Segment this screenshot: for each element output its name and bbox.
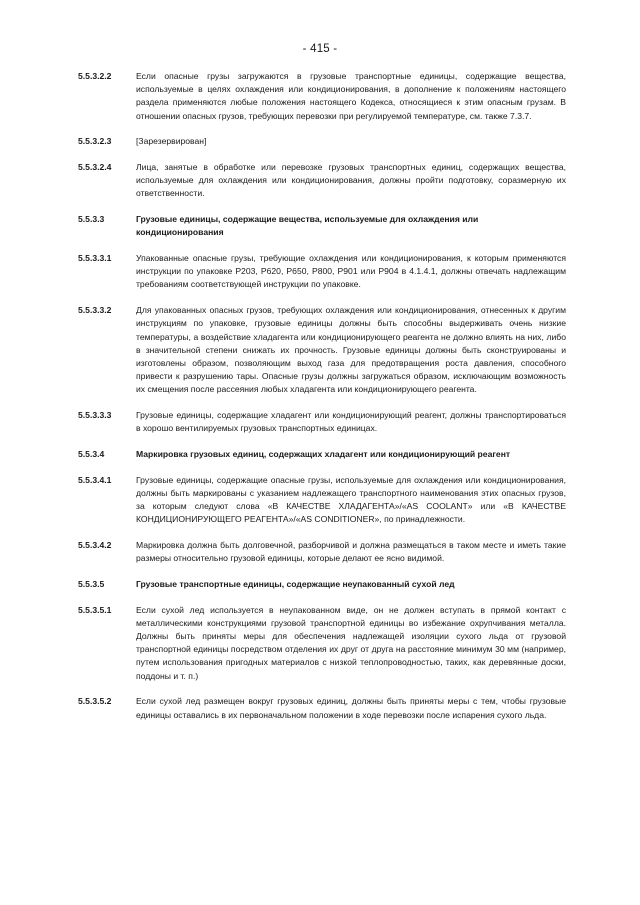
section-5-5-3-3-heading [78, 213, 566, 239]
section-number: 5.5.3.5.2 [78, 696, 112, 707]
section-number: 5.5.3.4 [78, 448, 105, 459]
section-5-5-3-3-3 [78, 409, 566, 435]
section-number: 5.5.3.2.4 [78, 162, 112, 173]
section-text: Если опасные грузы загружаются в грузовые транспортные единицы, содержащие вещества, используемые в целях охлаждения или кондиционирования, в дополнение к положениям настоящего раздела применяются любые положения настоящего Кодекса, относящиеся к этим опасным грузам. В отношении опасных грузов, требующих перевозки при регулируемой температуре, см. также 7.3.7. [136, 71, 566, 121]
section-5-5-3-4-2 [78, 539, 566, 565]
section-text: Если сухой лед используется в неупакованном виде, он не должен вступать в прямой контакт с металлическими конструкциями грузовой транспортной единицы во избежание охрупчивания металла. Должны быть приняты меры для обеспечения надлежащей изоляции сухого льда от грузовой транспортной единицы посредством отделения их друг от друга на расстояние минимум 30 мм (например, путем использования пригодных материалов с низкой теплопроводностью, таких, как деревянные доски, поддоны и т. п.) [136, 604, 566, 681]
section-text: Если сухой лед размещен вокруг грузовых единиц, должны быть приняты меры с тем, чтобы грузовые единицы оставались в их первоначальном положении в ходе перевозки после испарения сухого льда. [136, 696, 566, 720]
section-text: Грузовые единицы, содержащие опасные грузы, используемые для охлаждения или кондиционирования, должны быть маркированы с указанием надлежащего транспортного наименования этих опасных грузов, за которым следуют слова «В КАЧЕСТВЕ ХЛАДАГЕНТА»/«AS COOLANT» или «В КАЧЕСТВЕ КОНДИЦИОНИРУЮЩЕГО РЕАГЕНТА»/«AS CONDITIONER», по принадлежности. [136, 474, 566, 525]
section-5-5-3-2-2 [78, 70, 566, 123]
section-number: 5.5.3.4.2 [78, 539, 112, 550]
section-number: 5.5.3.4.1 [78, 474, 112, 485]
section-5-5-3-2-4 [78, 161, 566, 201]
document-body [78, 70, 566, 734]
section-heading: Грузовые единицы, содержащие вещества, используемые для охлаждения или кондиционирования [136, 214, 479, 238]
section-heading: Грузовые транспортные единицы, содержащие неупакованный сухой лед [136, 578, 455, 589]
section-text: Маркировка должна быть долговечной, разборчивой и должна размещаться в таком месте и иметь такие размеры относительно грузовой единицы, которые делают ее ясно видимой. [136, 539, 566, 564]
section-text: Лица, занятые в обработке или перевозке грузовых транспортных единиц, содержащих вещества, используемые для охлаждения или кондиционирования, должны пройти подготовку, соразмерную их ответственности. [136, 162, 566, 199]
section-text: Для упакованных опасных грузов, требующих охлаждения или кондиционирования, отнесенных к другим инструкциям по упаковке, грузовые единицы должны быть способны выдерживать очень низкие температуры, а воздействие хладагента или кондиционирующего реагента не должно влиять на них, либо в значительной степени снижать их прочность. Грузовые единицы должны быть сконструированы и изготовлены образом, позволяющим выход газа для предотвращения роста давления, способного привести к разрушению тары. Опасные грузы должны загружаться образом, исключающим возможность их смещения после рассеяния любых хладагента или кондиционирующего реагента. [136, 305, 566, 395]
section-5-5-3-2-3 [78, 135, 566, 148]
section-number: 5.5.3.5.1 [78, 604, 112, 615]
section-heading: Маркировка грузовых единиц, содержащих хладагент или кондиционирующий реагент [136, 448, 511, 459]
section-5-5-3-4-heading [78, 448, 566, 461]
section-text: [Зарезервирован] [136, 136, 207, 147]
section-number: 5.5.3.5 [78, 578, 105, 589]
section-number: 5.5.3.3.2 [78, 305, 112, 316]
section-number: 5.5.3.3 [78, 214, 105, 225]
section-5-5-3-5-1 [78, 604, 566, 683]
section-5-5-3-3-1 [78, 252, 566, 292]
section-text: Грузовые единицы, содержащие хладагент или кондиционирующий реагент, должны транспортироваться в хорошо вентилируемых грузовых транспортных единицах. [136, 410, 566, 434]
section-5-5-3-5-2 [78, 695, 566, 721]
section-5-5-3-5-heading [78, 578, 566, 591]
page-number: - 415 - [302, 43, 338, 55]
section-number: 5.5.3.2.2 [78, 71, 112, 81]
section-number: 5.5.3.3.3 [78, 410, 112, 421]
section-number: 5.5.3.2.3 [78, 136, 112, 147]
section-number: 5.5.3.3.1 [78, 253, 112, 264]
section-text: Упакованные опасные грузы, требующие охлаждения или кондиционирования, к которым применяются инструкции по упаковке P203, P620, P650, P800, P901 или P904 в 4.1.4.1, должны отвечать надлежащим требованиям соответствующей инструкции по упаковке. [136, 253, 566, 290]
section-5-5-3-3-2 [78, 304, 566, 396]
section-5-5-3-4-1 [78, 474, 566, 527]
